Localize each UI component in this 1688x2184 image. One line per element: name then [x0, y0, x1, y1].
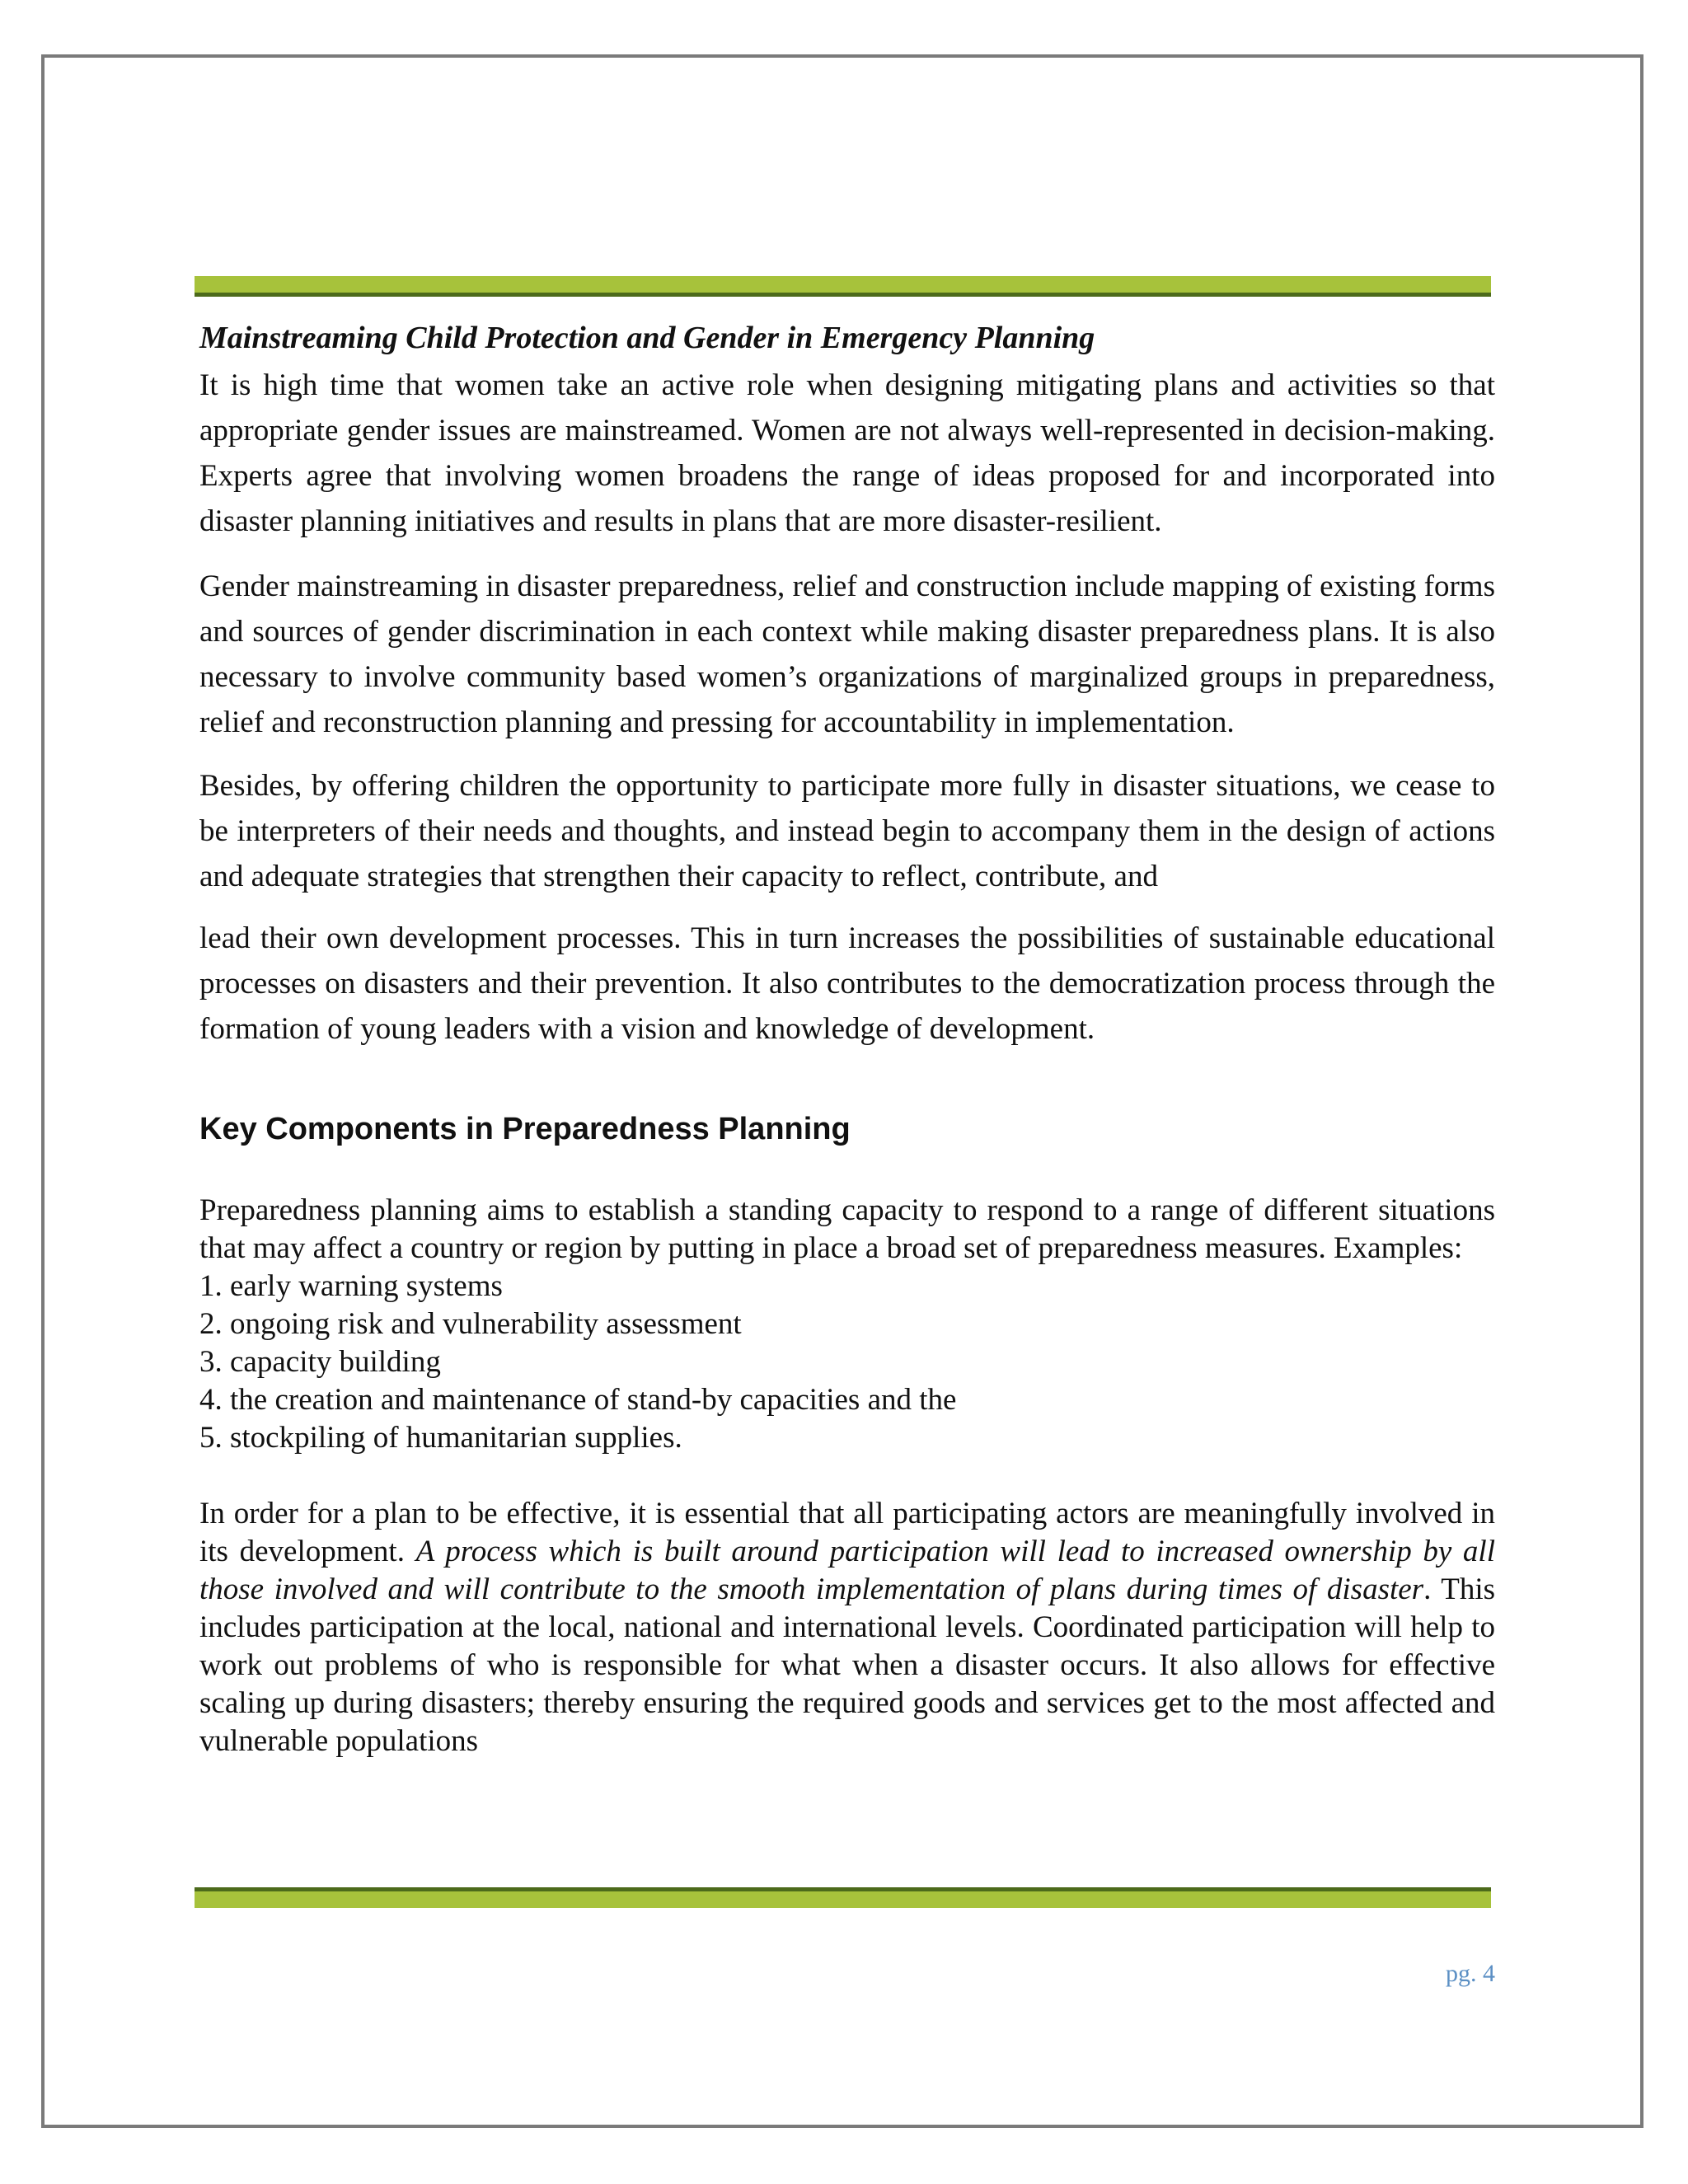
list-item: 2. ongoing risk and vulnerability assessment — [199, 1307, 742, 1341]
spacer — [199, 1457, 1495, 1495]
participation-text-start: In order for a plan to be effective, it is essential that all participating actors are meaningfully involved in its development. — [199, 1497, 1495, 1568]
paragraph-children-participation: Besides, by offering children the opportunity to participate more fully in disaster situations, we cease to be interpreters of their needs and thoughts, and instead begin to accompany them in the design of actions and adequate strategies that strengthen their capacity to reflect, contribute, and — [199, 769, 1495, 893]
footer-rule-light — [195, 1891, 1491, 1908]
paragraph-women-role: It is high time that women take an active role when designing mitigating plans and activities so that appropriate gender issues are mainstreamed. Women are not always well-represented in decision-making. Experts agree that involving women broadens the range of ideas proposed for and incorporated into disaster planning initiatives and results in plans that are more disaster-resilient. — [199, 368, 1495, 538]
header-rule-dark — [195, 293, 1491, 297]
list-item: 5. stockpiling of humanitarian supplies. — [199, 1421, 682, 1455]
footer-rule — [195, 1887, 1491, 1908]
examples-list — [199, 1268, 1495, 1457]
participation-paragraph — [199, 1495, 1495, 1760]
list-item: 4. the creation and maintenance of stand-by capacities and the — [199, 1383, 957, 1417]
paragraph-children-participation-continued: lead their own development processes. This in turn increases the possibilities of sustainable educational processes on disasters and their prevention. It also contributes to the democratization process through the formation of young leaders with a vision and knowledge of development. — [199, 921, 1495, 1046]
participation-text-end: . This includes participation at the local, national and international levels. Coordinated participation will help to work out problems of who is responsible for what when a disaster occurs. It also allows for effective scaling up during disasters; thereby ensuring the required goods and services get to the most affected and vulnerable populations — [199, 1572, 1495, 1758]
participation-text-italic: A process which is built around participation will lead to increased ownership by all those involved and will contribute to the smooth implementation of plans during times of disaster — [199, 1535, 1495, 1606]
key-components-heading: Key Components in Preparedness Planning — [199, 1112, 851, 1146]
list-item: 1. early warning systems — [199, 1269, 503, 1303]
key-components-intro: Preparedness planning aims to establish a standing capacity to respond to a range of different situations that may affect a country or region by putting in place a broad set of preparedness measures. Examples: — [199, 1193, 1495, 1265]
header-rule — [195, 276, 1491, 297]
paragraph-gender-mainstreaming: Gender mainstreaming in disaster preparedness, relief and construction include mapping of existing forms and sources of gender discrimination in each context while making disaster preparedness plans. It is also necessary to involve community based women’s organizations of marginalized groups in preparedness, relief and reconstruction planning and pressing for accountability in implementation. — [199, 569, 1495, 739]
key-components-block — [199, 1192, 1495, 1760]
section-title: Mainstreaming Child Protection and Gender in Emergency Planning — [199, 321, 1095, 355]
page-content — [199, 313, 1495, 1760]
list-item: 3. capacity building — [199, 1345, 441, 1379]
header-rule-light — [195, 276, 1491, 293]
page-number: pg. 4 — [1446, 1960, 1495, 1987]
